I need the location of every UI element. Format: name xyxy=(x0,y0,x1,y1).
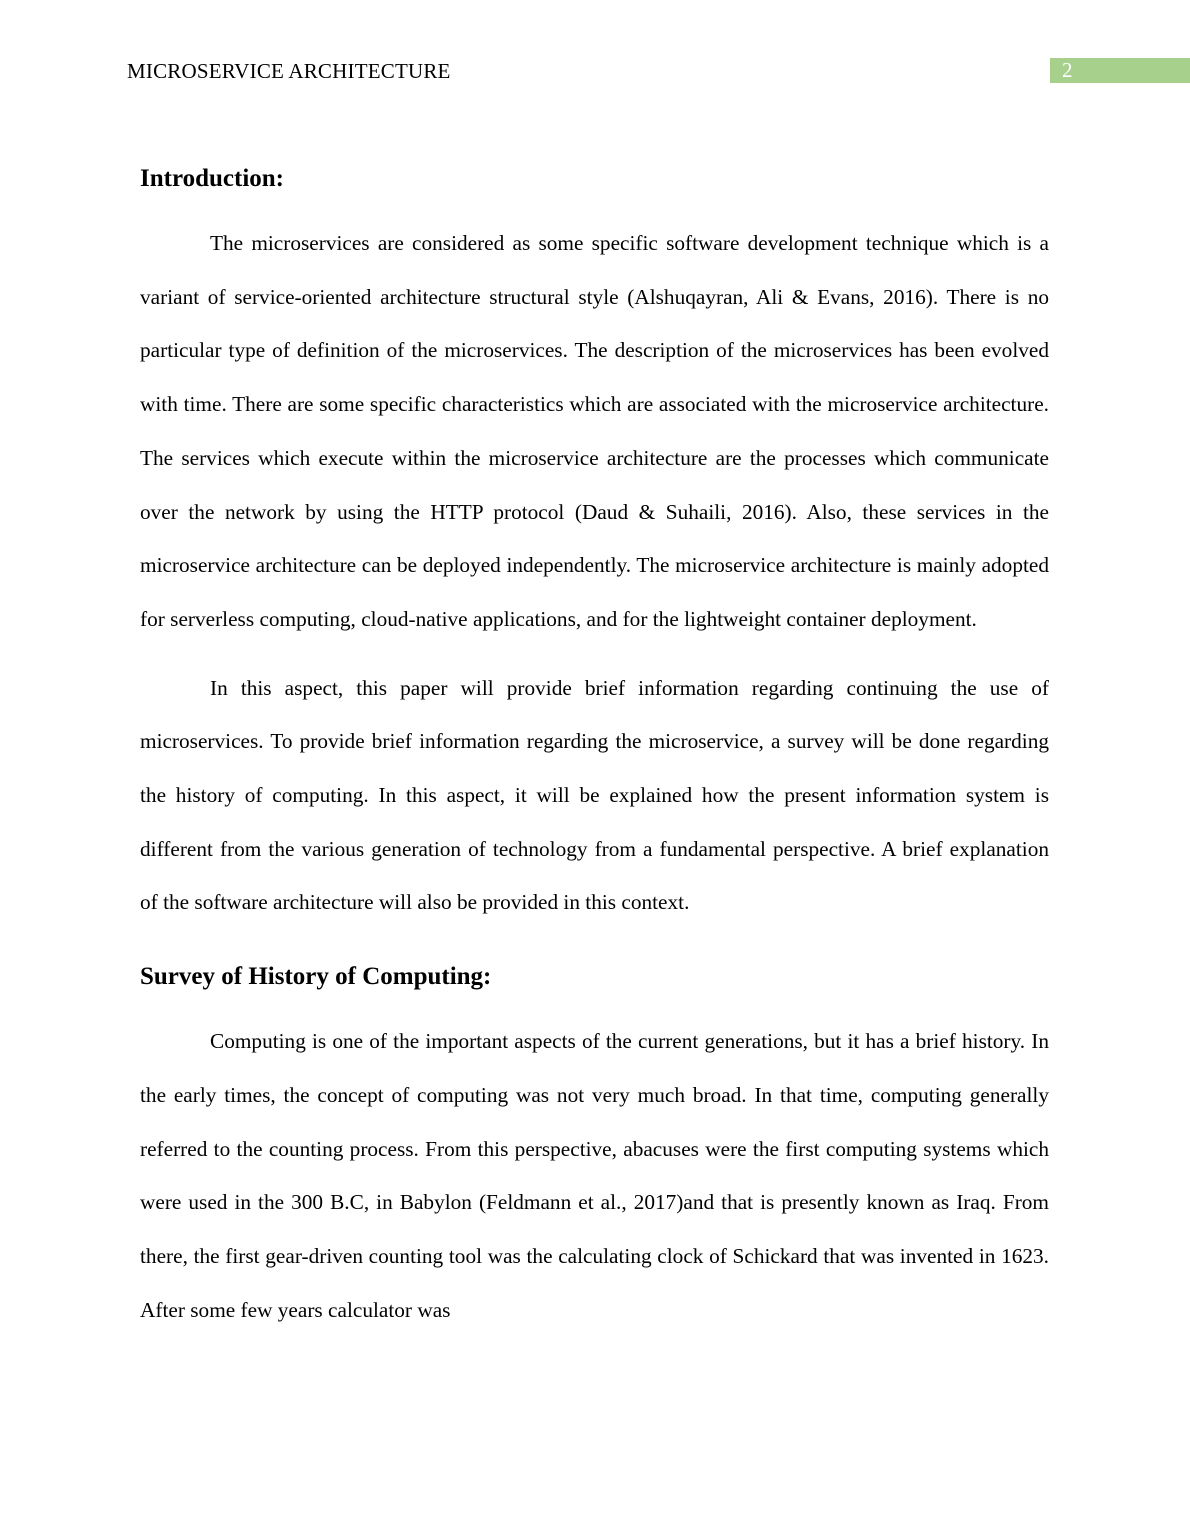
section-heading-introduction: Introduction: xyxy=(140,165,285,192)
survey-section xyxy=(140,956,1049,1337)
paragraph: In this aspect, this paper will provide brief information regarding continuing the use of microservices. To provide brief information regarding the microservice, a survey will be done regarding the history of computing. In this aspect, it will be explained how the present information system is different from the various generation of technology from a fundamental perspective. A brief explanation of the software architecture will also be provided in this context. xyxy=(140,675,1049,915)
running-head: MICROSERVICE ARCHITECTURE xyxy=(127,59,451,83)
document-body xyxy=(140,158,1049,1337)
paragraph: The microservices are considered as some specific software development technique which is a variant of service-oriented architecture structural style (Alshuqayran, Ali & Evans, 2016). There is no particular type of definition of the microservices. The description of the microservices has been evolved with time. There are some specific characteristics which are associated with the microservice architecture. The services which execute within the microservice architecture are the processes which communicate over the network by using the HTTP protocol (Daud & Suhaili, 2016). Also, these services in the microservice architecture can be deployed independently. The microservice architecture is mainly adopted for serverless computing, cloud-native applications, and for the lightweight container deployment. xyxy=(140,231,1049,631)
page-number: 2 xyxy=(1062,58,1073,82)
section-heading-survey: Survey of History of Computing: xyxy=(140,963,492,991)
introduction-section xyxy=(140,158,1049,930)
paragraph: Computing is one of the important aspects of the current generations, but it has a brief history. In the early times, the concept of computing was not very much broad. In that time, computing generally referred to the counting process. From this perspective, abacuses were the first computing systems which were used in the 300 B.C, in Babylon (Feldmann et al., 2017)and that is presently known as Iraq. From there, the first gear-driven counting tool was the calculating clock of Schickard that was invented in 1623. After some few years calculator was xyxy=(140,1029,1049,1322)
page-number-badge xyxy=(1050,58,1190,83)
